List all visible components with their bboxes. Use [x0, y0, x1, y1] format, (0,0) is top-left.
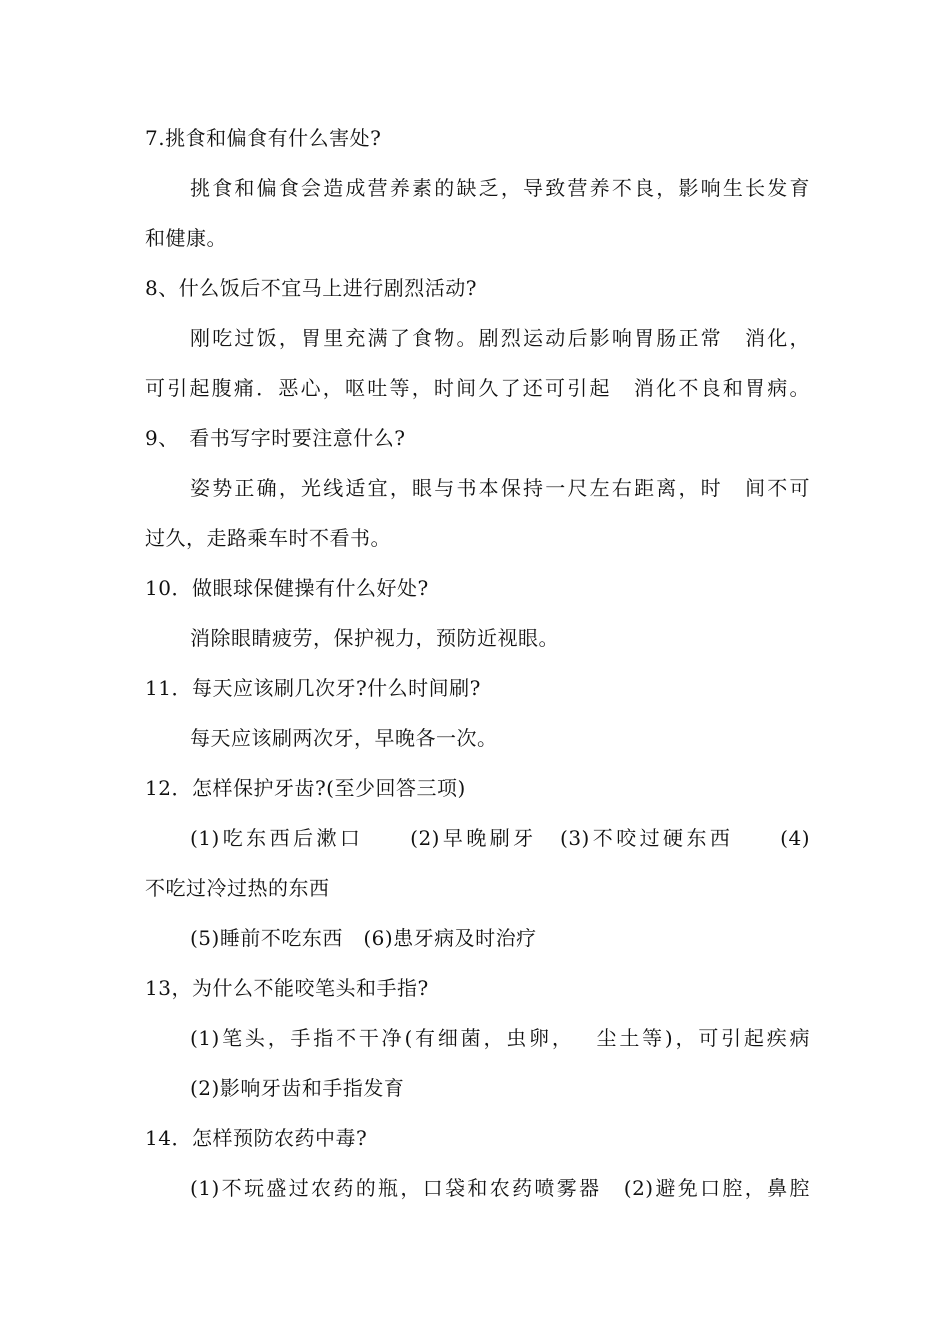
question-14: 14．怎样预防农药中毒? — [145, 1126, 368, 1150]
answer-9-line-2: 过久，走路乘车时不看书。 — [145, 526, 391, 550]
answer-13-line-2: (2)影响牙齿和手指发育 — [190, 1076, 405, 1100]
answer-7-line-1: 挑食和偏食会造成营养素的缺乏，导致营养不良，影响生长发育 — [190, 176, 810, 200]
answer-7-line-2: 和健康。 — [145, 226, 227, 250]
answer-8-line-1: 刚吃过饭，胃里充满了食物。剧烈运动后影响胃肠正常 消化， — [190, 326, 810, 350]
question-10: 10．做眼球保健操有什么好处? — [145, 576, 429, 600]
question-8: 8、什么饭后不宜马上进行剧烈活动? — [145, 276, 477, 300]
answer-11: 每天应该刷两次牙，早晚各一次。 — [190, 726, 498, 750]
question-13: 13，为什么不能咬笔头和手指? — [145, 976, 429, 1000]
question-9: 9、 看书写字时要注意什么? — [145, 426, 406, 450]
answer-10: 消除眼睛疲劳，保护视力，预防近视眼。 — [190, 626, 559, 650]
answer-12-line-2: 不吃过冷过热的东西 — [145, 876, 330, 900]
answer-12-line-3: (5)睡前不吃东西 (6)患牙病及时治疗 — [190, 926, 537, 950]
question-11: 11．每天应该刷几次牙?什么时间刷? — [145, 676, 481, 700]
answer-9-line-1: 姿势正确，光线适宜，眼与书本保持一尺左右距离，时 间不可 — [190, 476, 810, 500]
answer-13-line-1: (1)笔头，手指不干净(有细菌，虫卵， 尘土等)，可引起疾病 — [190, 1026, 810, 1050]
question-12: 12．怎样保护牙齿?(至少回答三项) — [145, 776, 466, 800]
answer-14-line-1: (1)不玩盛过农药的瓶，口袋和农药喷雾器 (2)避免口腔，鼻腔 — [190, 1176, 810, 1200]
question-7: 7.挑食和偏食有什么害处? — [145, 126, 382, 150]
answer-8-line-2: 可引起腹痛．恶心，呕吐等，时间久了还可引起 消化不良和胃病。 — [145, 376, 810, 400]
answer-12-line-1: (1)吃东西后漱口 (2)早晚刷牙 (3)不咬过硬东西 (4) — [190, 826, 810, 850]
